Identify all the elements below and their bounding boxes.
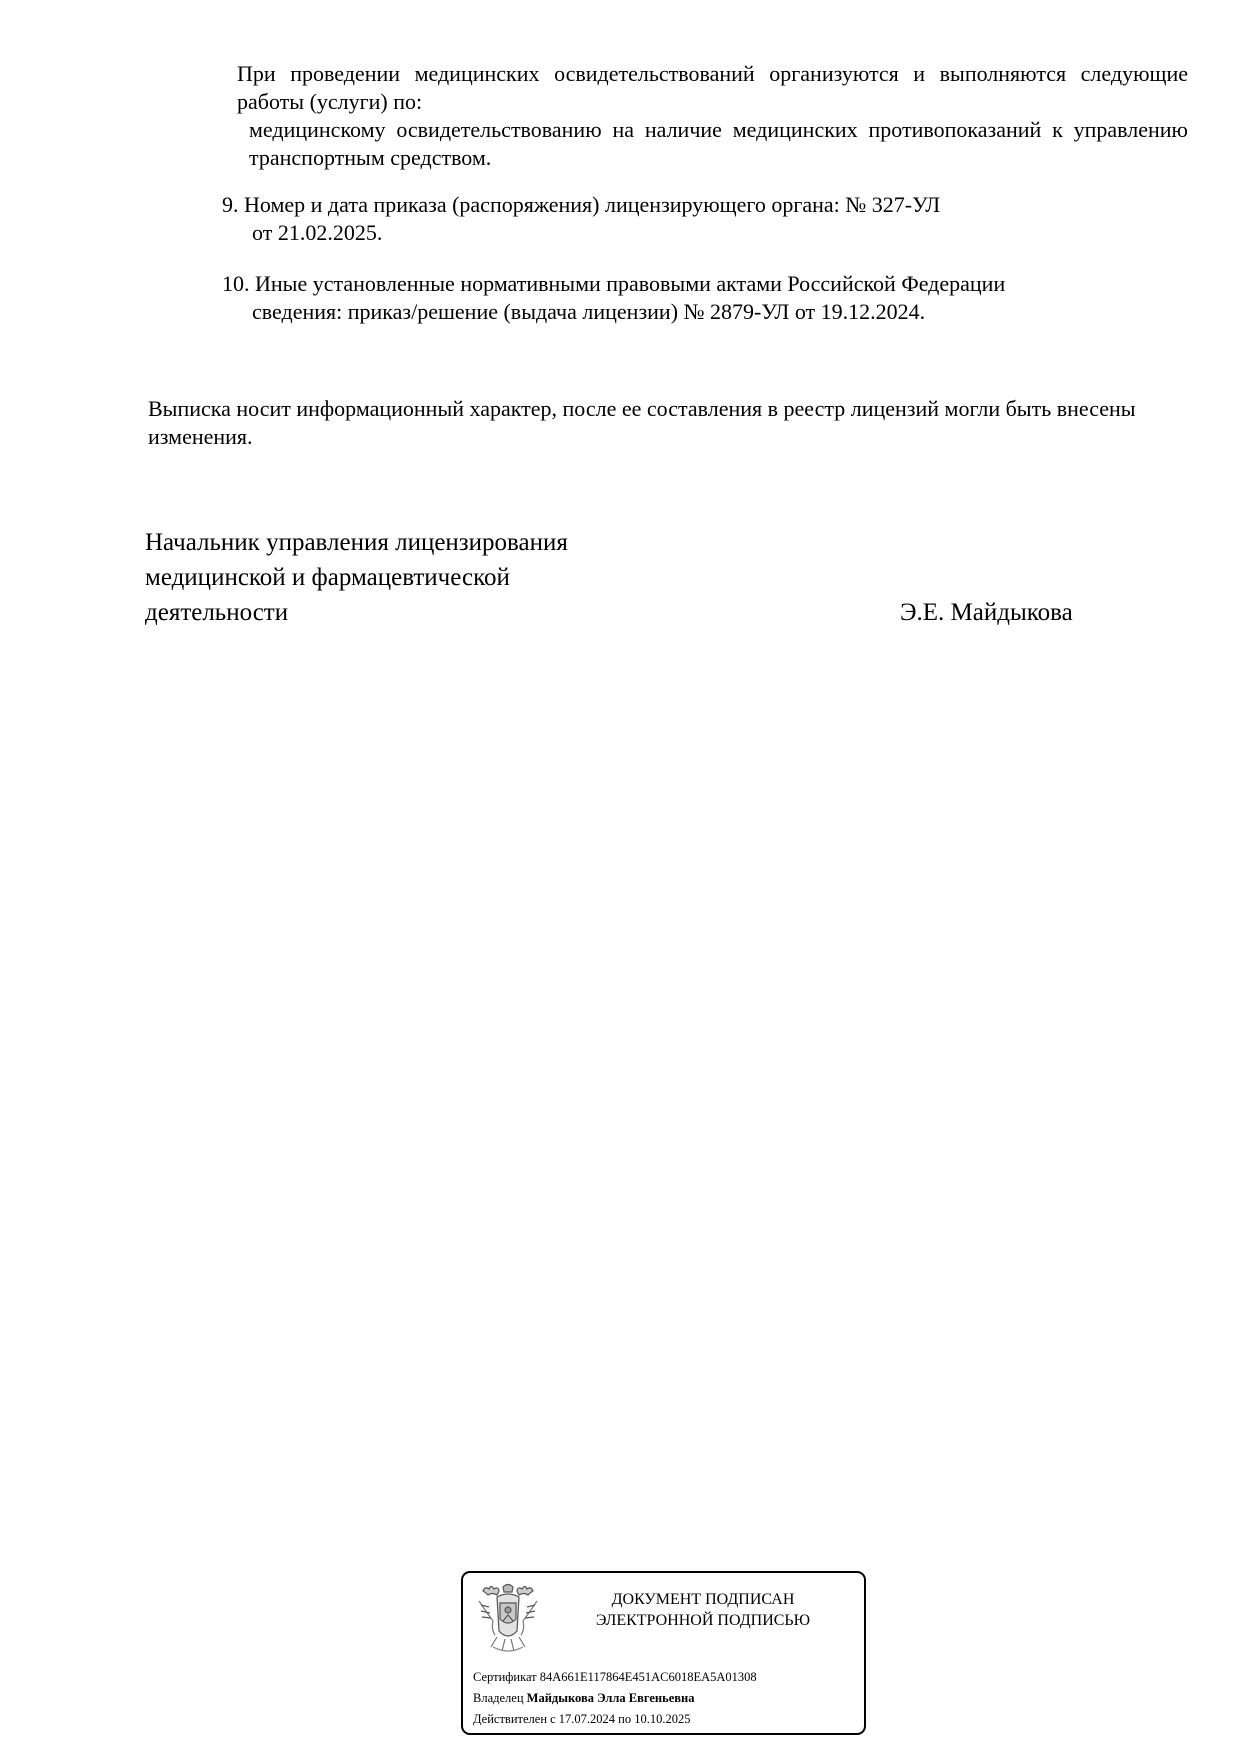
certificate-label: Сертификат <box>473 1670 537 1684</box>
item-10 <box>222 270 1182 326</box>
services-intro: При проведении медицинских освидетельствований организуются и выполняются следующие работы (услуги) по: <box>237 61 1188 114</box>
stamp-heading <box>558 1589 848 1631</box>
signatory-title-line2: медицинской и фармацевтической <box>145 564 510 591</box>
notice-paragraph: Выписка носит информационный характер, после ее составления в реестр лицензий могли быть внесены изменения. <box>148 396 1136 449</box>
item-10-line2: сведения: приказ/решение (выдача лицензии) № 2879-УЛ от 19.12.2024. <box>252 299 926 324</box>
signatory-title-line1: Начальник управления лицензирования <box>145 529 568 556</box>
item-10-line1: 10. Иные установленные нормативными правовыми актами Российской Федерации <box>222 271 1006 296</box>
item-9-line2: от 21.02.2025. <box>252 220 383 245</box>
owner-row <box>473 1688 757 1709</box>
stamp-details <box>473 1667 757 1730</box>
stamp-heading-line2: ЭЛЕКТРОННОЙ ПОДПИСЬЮ <box>595 1612 811 1629</box>
signatory-title-line3: деятельности <box>145 599 289 626</box>
certificate-row <box>473 1667 757 1688</box>
stamp-heading-line1: ДОКУМЕНТ ПОДПИСАН <box>611 1591 795 1608</box>
services-paragraph <box>237 60 1188 172</box>
signatory-name: Э.Е. Майдыкова <box>900 599 1073 626</box>
coat-of-arms-icon <box>475 1581 541 1655</box>
signatory-title <box>145 525 845 630</box>
certificate-value: 84A661E117864E451AC6018EA5A01308 <box>539 1670 757 1684</box>
item-9-line1: 9. Номер и дата приказа (распоряжения) лицензирующего органа: № 327-УЛ <box>222 192 941 217</box>
validity-row: Действителен с 17.07.2024 по 10.10.2025 <box>473 1712 691 1726</box>
item-9 <box>222 191 1162 247</box>
owner-label: Владелец <box>473 1691 524 1705</box>
services-detail: медицинскому освидетельствованию на наличие медицинских противопоказаний к управлению транспортным средством. <box>249 117 1188 170</box>
owner-value: Майдыкова Элла Евгеньевна <box>526 1691 695 1705</box>
electronic-signature-stamp <box>461 1571 866 1735</box>
